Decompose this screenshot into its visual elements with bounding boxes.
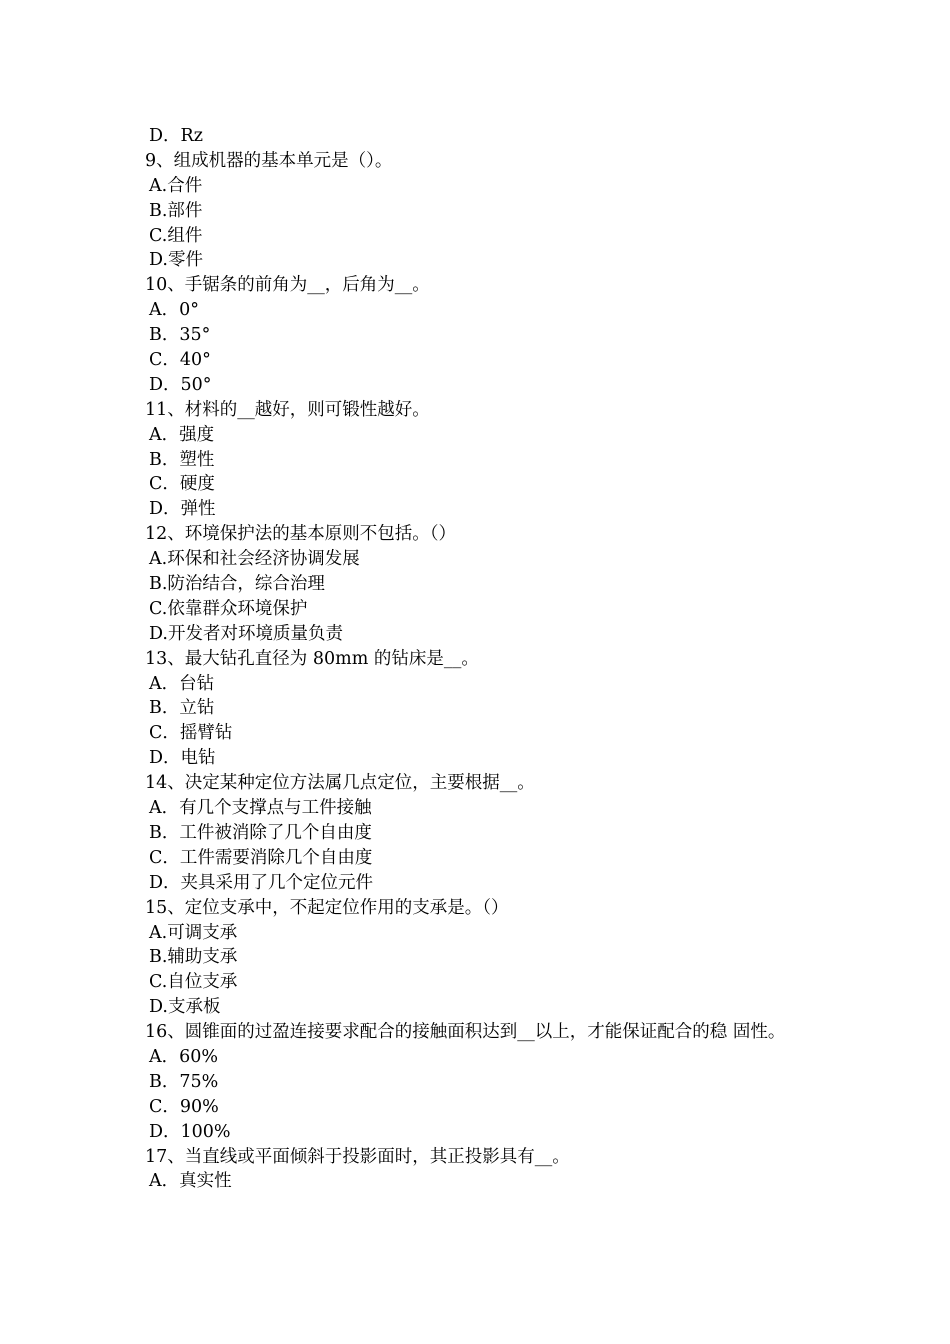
answer-option: A.环保和社会经济协调发展 bbox=[149, 549, 360, 570]
answer-option: C.组件 bbox=[149, 225, 203, 246]
answer-option: A．60% bbox=[149, 1046, 219, 1067]
answer-option: B．立钻 bbox=[149, 698, 215, 719]
answer-option: D.零件 bbox=[149, 250, 203, 271]
answer-option: A．有几个支撑点与工件接触 bbox=[149, 798, 372, 819]
answer-option: C.依靠群众环境保护 bbox=[149, 598, 308, 619]
answer-option: B．工件被消除了几个自由度 bbox=[149, 822, 372, 843]
answer-option: D.开发者对环境质量负责 bbox=[149, 623, 343, 644]
question-text: 13、最大钻孔直径为 80mm 的钻床是__。 bbox=[145, 648, 479, 669]
answer-option: A．真实性 bbox=[149, 1171, 232, 1192]
question-text: 10、手锯条的前角为__，后角为__。 bbox=[145, 275, 430, 296]
answer-option: B.部件 bbox=[149, 200, 203, 221]
question-text: 9、组成机器的基本单元是（）。 bbox=[145, 150, 393, 171]
answer-option: C.自位支承 bbox=[149, 972, 238, 993]
answer-option: C．90% bbox=[149, 1096, 219, 1117]
answer-option: D．弹性 bbox=[149, 499, 216, 520]
answer-option: C．硬度 bbox=[149, 474, 215, 495]
document-body bbox=[145, 124, 810, 1194]
question-text: 11、材料的__越好，则可锻性越好。 bbox=[145, 399, 430, 420]
answer-option: D．50° bbox=[149, 374, 212, 395]
answer-option: D.支承板 bbox=[149, 997, 221, 1018]
answer-option: D．电钻 bbox=[149, 748, 216, 769]
answer-option: D．夹具采用了几个定位元件 bbox=[149, 872, 374, 893]
answer-option: A．0° bbox=[149, 300, 200, 321]
answer-option: A.合件 bbox=[149, 175, 203, 196]
question-text: 15、定位支承中，不起定位作用的支承是。（） bbox=[145, 897, 509, 918]
question-text: 17、当直线或平面倾斜于投影面时，其正投影具有__。 bbox=[145, 1146, 570, 1167]
answer-option: D．Rz bbox=[149, 126, 203, 146]
answer-option: A.可调支承 bbox=[149, 922, 238, 943]
question-text: 12、环境保护法的基本原则不包括。（） bbox=[145, 524, 457, 545]
answer-option: A．台钻 bbox=[149, 673, 215, 694]
answer-option: C．40° bbox=[149, 350, 211, 371]
answer-option: A．强度 bbox=[149, 424, 215, 445]
answer-option: B.辅助支承 bbox=[149, 947, 238, 968]
question-text: 16、圆锥面的过盈连接要求配合的接触面积达到__以上，才能保证配合的稳 固性。 bbox=[145, 1022, 786, 1043]
question-text: 14、决定某种定位方法属几点定位，主要根据__。 bbox=[145, 773, 535, 794]
answer-option: B．35° bbox=[149, 325, 211, 346]
answer-option: C．摇臂钻 bbox=[149, 723, 233, 744]
answer-option: B．塑性 bbox=[149, 449, 215, 470]
answer-option: D．100% bbox=[149, 1121, 231, 1142]
answer-option: B．75% bbox=[149, 1071, 219, 1092]
answer-option: C．工件需要消除几个自由度 bbox=[149, 847, 373, 868]
answer-option: B.防治结合，综合治理 bbox=[149, 574, 325, 595]
